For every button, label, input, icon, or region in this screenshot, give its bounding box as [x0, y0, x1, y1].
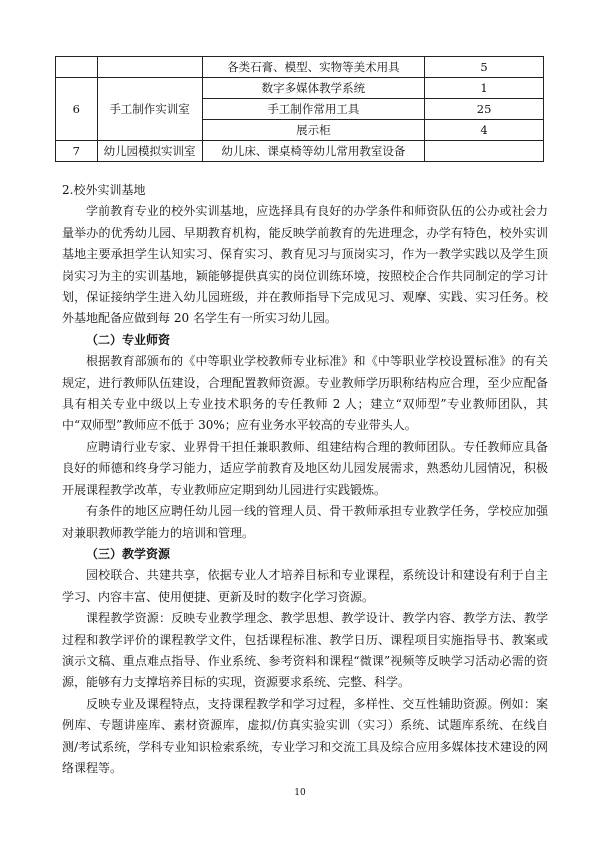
table-cell-qty: 25	[425, 99, 544, 120]
table-cell-item: 手工制作常用工具	[202, 99, 425, 120]
paragraph: 根据教育部颁布的《中等职业学校教师专业标准》和《中等职业学校设置标准》的有关规定，进行教师队伍建设，合理配置教师资源。专业教师学历职称结构应合理，至少应配备具有相关专业中级以上专业技术职务的专任教师 2 人；建立“双师型”专业教师团队，其中“双师型”教师应不低于 30%；应有业务水平较高的专业带头人。	[62, 354, 548, 433]
table-cell-qty: 4	[425, 120, 544, 141]
table-cell-qty: 5	[425, 57, 544, 78]
table-cell-item: 数字多媒体教学系统	[202, 78, 425, 99]
paragraph: 学前教育专业的校外实训基地，应选择具有良好的办学条件和师资队伍的公办或社会力量举办的优秀幼儿园、早期教育机构，能反映学前教育的先进理念，办学有特色，校外实训基地主要承担学生认知实习、保育实习、教育见习与顶岗实习，作为一教学实践以及学生顶岗实习为主的实训基地，颖能够提供真实的岗位训练环境，按照校企合作共同制定的学习计划，保证接纳学生进入幼儿园班级，并在教师指导下完成见习、观摩、实践、实习任务。校外基地配备应做到每 20 名学生有一所实习幼儿园。	[62, 204, 548, 326]
table-cell-room: 幼儿园模拟实训室	[97, 141, 202, 162]
table-cell-qty: 1	[425, 78, 544, 99]
paragraph: 有条件的地区应聘任幼儿园一线的管理人员、骨干教师承担专业教学任务，学校应加强对兼职教师教学能力的培训和管理。	[62, 504, 548, 540]
table-row	[56, 78, 544, 99]
table-cell-no: 6	[56, 78, 98, 141]
table-cell-room: 手工制作实训室	[97, 78, 202, 141]
table-cell-qty	[425, 141, 544, 162]
paragraph: 课程教学资源：反映专业教学理念、教学思想、教学设计、教学内容、教学方法、教学过程和教学评价的课程教学文件，包括课程标准、教学日历、课程项目实施指导书、教案或演示文稿、重点难点指导、作业系统、参考资料和课程“微课”视频等反映学习活动必需的资源，能够有力支撑培养目标的实现，资源要求系统、完整、科学。	[62, 611, 548, 690]
body-text	[62, 180, 548, 779]
equipment-table	[55, 56, 544, 162]
section-heading-resources: （三）教学资源	[86, 546, 171, 561]
table-cell-item: 展示柜	[202, 120, 425, 141]
section-heading-offcampus: 2.校外实训基地	[62, 183, 146, 197]
table-cell-item: 幼儿床、课桌椅等幼儿常用教室设备	[202, 141, 425, 162]
paragraph: 应聘请行业专家、业界骨干担任兼职教师、组建结构合理的教师团队。专任教师应具备良好的师德和终身学习能力，适应学前教育及地区幼儿园发展需求，熟悉幼儿园情况，积极开展课程教学改革，专业教师应定期到幼儿园进行实践锻炼。	[62, 439, 548, 497]
page-number: 10	[294, 788, 306, 798]
table-row	[56, 57, 544, 78]
table-cell-no	[56, 57, 98, 78]
table-cell-room	[97, 57, 202, 78]
paragraph: 反映专业及课程特点，支持课程教学和学习过程，多样性、交互性辅助资源。例如：案例库、专题讲座库、素材资源库，虚拟/仿真实验实训（实习）系统、试题库系统、在线自测/考试系统，学科专业知识检索系统，专业学习和交流工具及综合应用多媒体技术建设的网络课程等。	[62, 696, 548, 775]
paragraph: 园校联合、共建共享，依据专业人才培养目标和专业课程，系统设计和建设有利于自主学习、内容丰富、使用便捷、更新及时的数字化学习资源。	[62, 568, 548, 604]
table-row	[56, 141, 544, 162]
section-heading-teachers: （二）专业师资	[86, 332, 171, 347]
table-cell-item: 各类石膏、模型、实物等美术用具	[202, 57, 425, 78]
table-cell-no: 7	[56, 141, 98, 162]
